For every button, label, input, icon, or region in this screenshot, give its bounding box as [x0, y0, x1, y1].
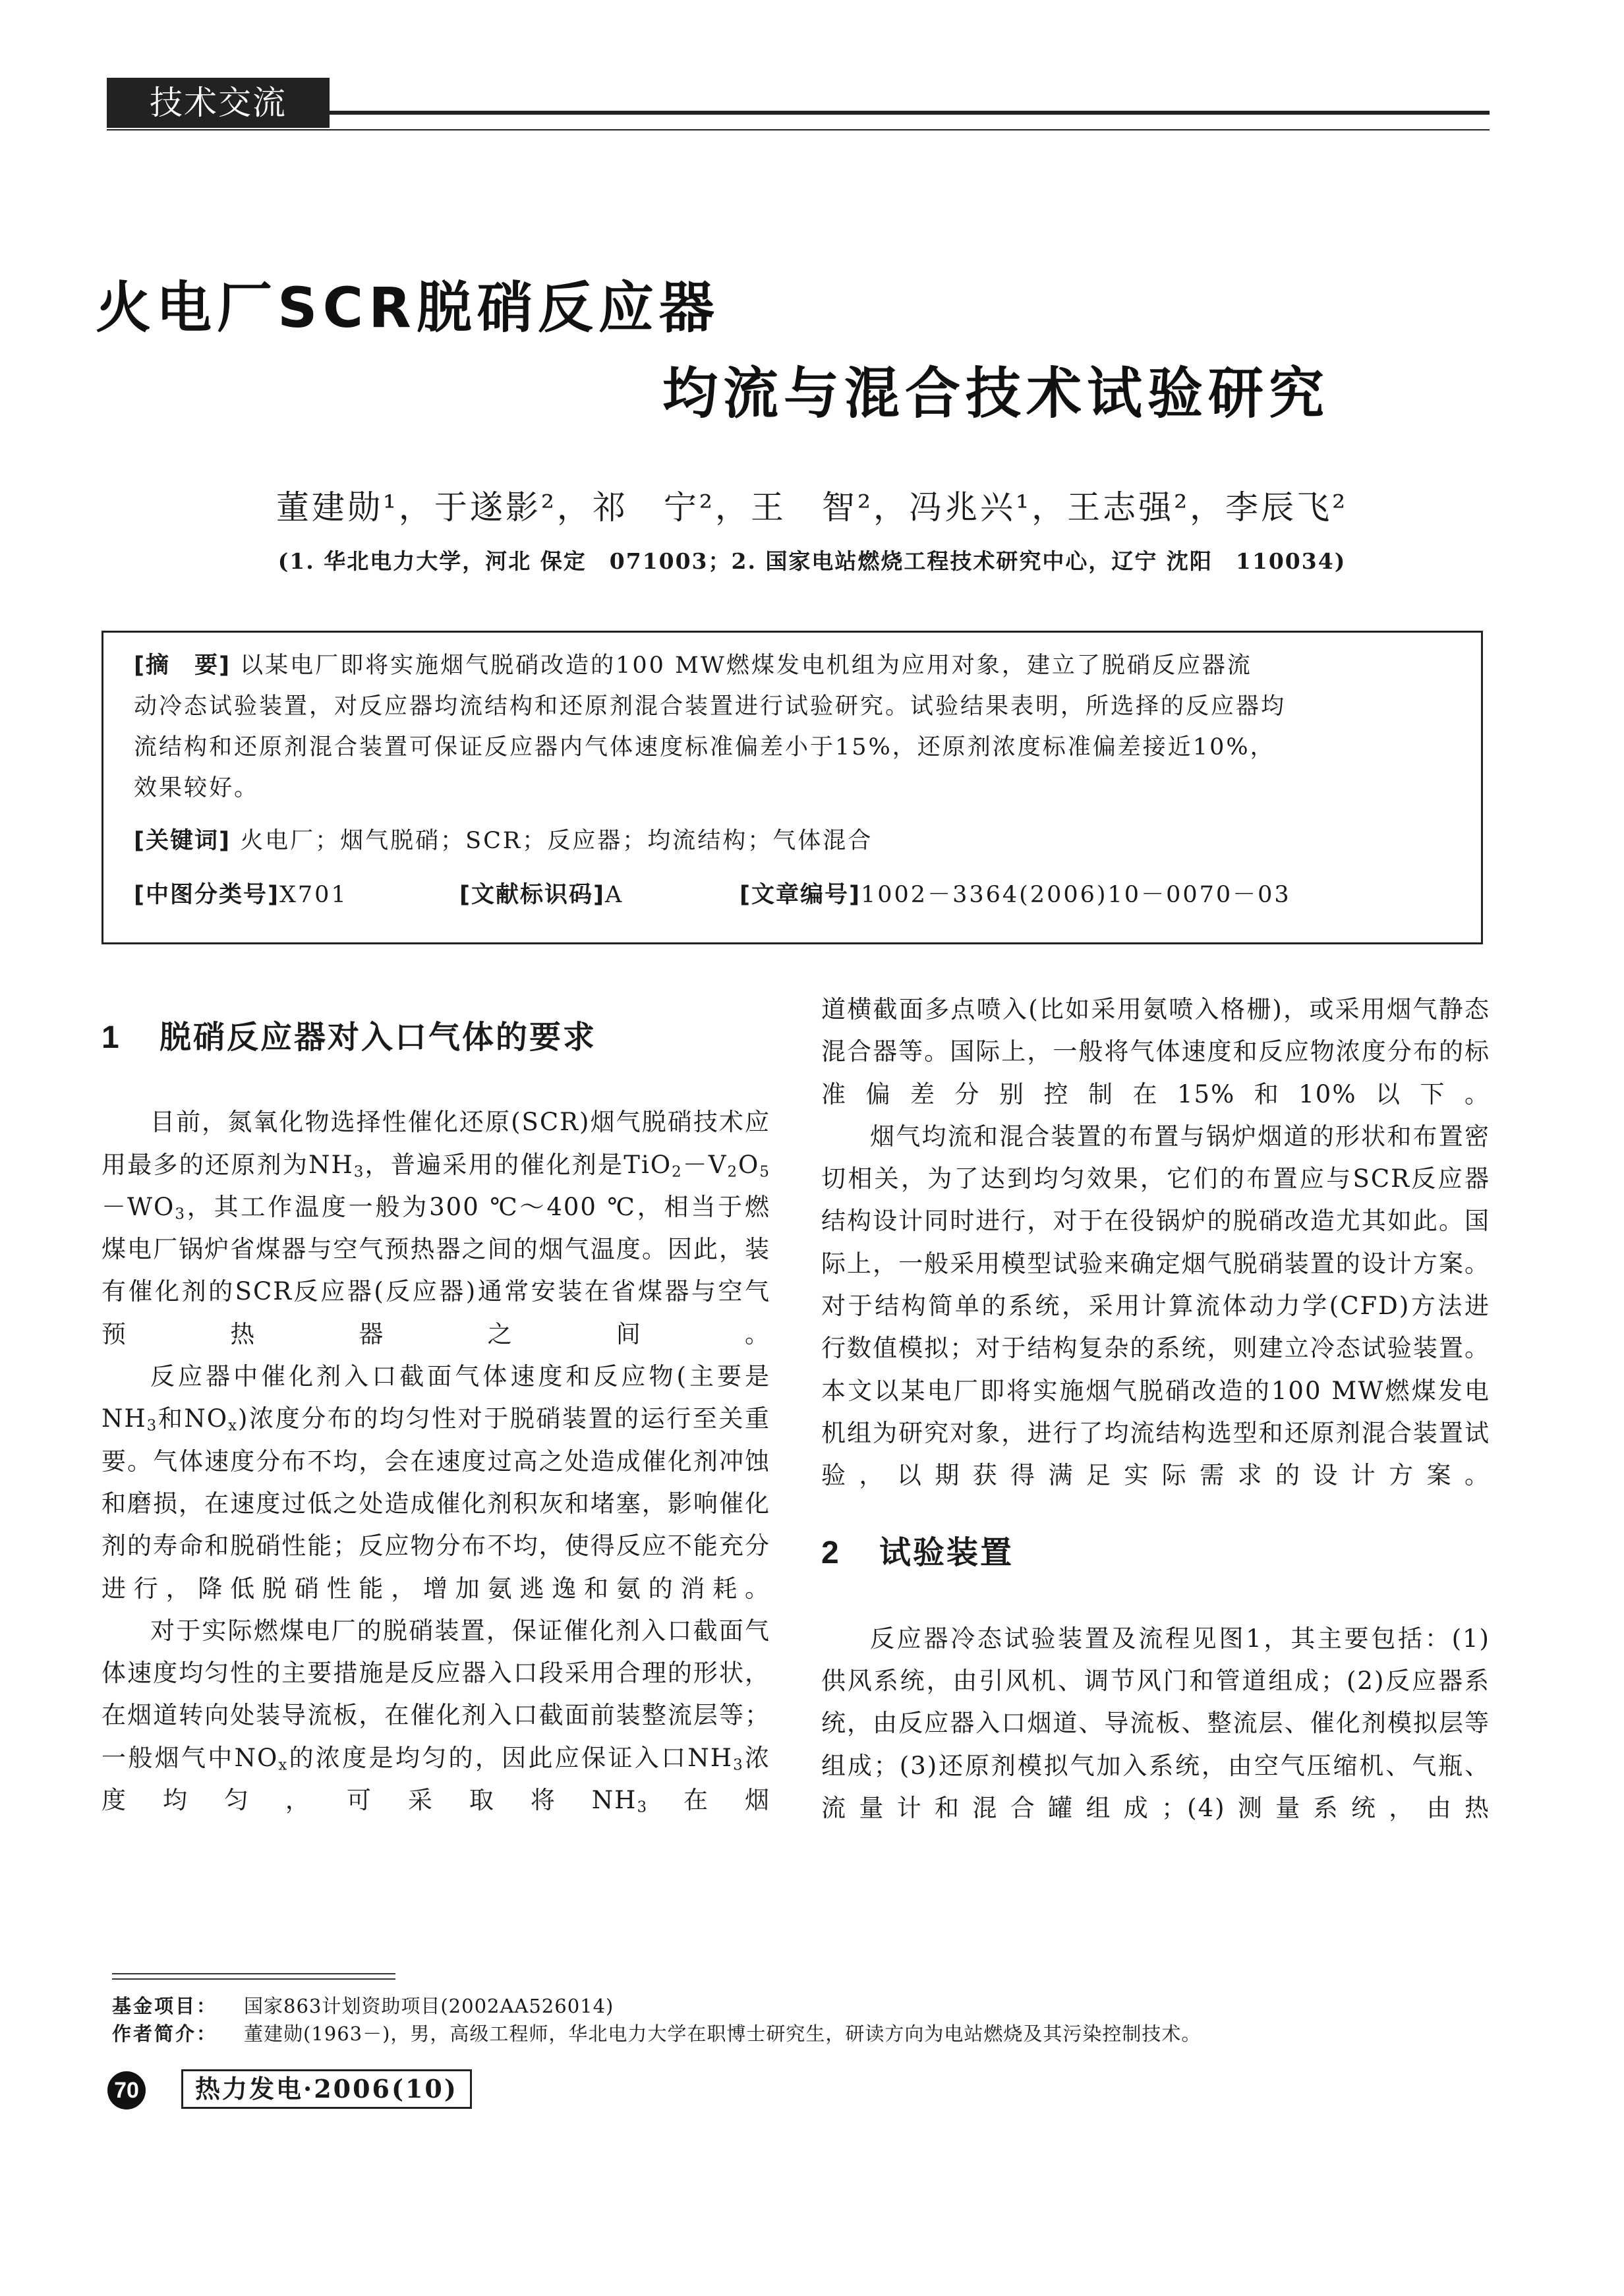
fund-note	[112, 1992, 614, 2019]
footnote-rule	[112, 1973, 395, 1974]
footnote-rule	[112, 1978, 395, 1980]
section-1-heading	[102, 1016, 770, 1059]
section-1-title: 脱硝反应器对入口气体的要求	[160, 1019, 597, 1056]
title-line-1: 火电厂SCR脱硝反应器	[96, 275, 720, 340]
paragraph: 反应器中催化剂入口截面气体速度和反应物(主要是$NH_3$和$NO_x$)浓度分布的均匀性对于脱硝装置的运行至关重要。气体速度分布不均，会在速度过高之处造成催化剂冲蚀和磨损，在速度过低之处造成催化剂积灰和堵塞，影响催化剂的寿命和脱硝性能；反应物分布不均，使得反应不能充分进行，降低脱硝性能，增加氨逃逸和氨的消耗。	[102, 1362, 770, 1603]
section-1-number: 1	[102, 1020, 121, 1055]
paragraph: 对于实际燃煤电厂的脱硝装置，保证催化剂入口截面气体速度均匀性的主要措施是反应器入口段采用合理的形状，在烟道转向处装导流板，在催化剂入口截面前装整流层等；一般烟气中$NO_x$的浓度是均匀的，因此应保证入口$NH_3$浓度均匀，可采取将$NH_3$在烟	[102, 1616, 770, 1816]
abstract-text-1: 以某电厂即将实施烟气脱硝改造的100 MW燃煤发电机组为应用对象，建立了脱硝反应器流	[240, 652, 1252, 679]
author-note-label: 作者简介：	[112, 2023, 218, 2045]
abstract-line-4: 效果较好。	[134, 775, 260, 801]
section-2-number: 2	[821, 1535, 841, 1570]
clc-label: [中图分类号]	[134, 882, 279, 908]
section-2-heading	[821, 1532, 1490, 1574]
paragraph: 反应器冷态试验装置及流程见图1，其主要包括：(1)供风系统，由引风机、调节风门和管道组成；(2)反应器系统，由反应器入口烟道、导流板、整流层、催化剂模拟层等组成；(3)还原剂模拟气加入系统，由空气压缩机、气瓶、流量计和混合罐组成；(4)测量系统，由热	[821, 1624, 1490, 1823]
fund-text: 国家863计划资助项目(2002AA526014)	[244, 1995, 614, 2017]
classification-line	[134, 876, 348, 909]
article-no-label: [文章编号]	[740, 882, 861, 908]
doc-code-value: A	[605, 882, 624, 908]
abstract-line-3: 流结构和还原剂混合装置可保证反应器内气体速度标准偏差小于15%，还原剂浓度标准偏差接近10%，	[134, 734, 1275, 761]
author-note-text: 董建勋(1963－)，男，高级工程师，华北电力大学在职博士研究生，研读方向为电站燃烧及其污染控制技术。	[244, 2023, 1202, 2045]
page-number: 70	[107, 2071, 146, 2109]
right-column	[821, 989, 1490, 1829]
header-rule	[330, 111, 1490, 115]
author-list: 董建勋¹，于遂影²，祁 宁²，王 智²，冯兆兴¹，王志强²，李辰飞²	[276, 488, 1348, 527]
keywords-label: [关键词]	[134, 828, 231, 854]
title-line-2: 均流与混合技术试验研究	[662, 361, 1330, 426]
header-rule-thin	[107, 129, 1490, 130]
paragraph: 道横截面多点喷入(比如采用氨喷入格栅)，或采用烟气静态混合器等。国际上，一般将气体速度和反应物浓度分布的标准偏差分别控制在15%和10%以下。	[821, 995, 1490, 1108]
left-column	[102, 989, 770, 1822]
abstract-line-1	[134, 647, 1252, 680]
fund-label: 基金项目：	[112, 1995, 218, 2017]
author-note	[112, 2019, 1201, 2046]
keywords: 火电厂；烟气脱硝；SCR；反应器；均流结构；气体混合	[240, 828, 873, 854]
doc-code-line	[459, 876, 624, 909]
paragraph: 烟气均流和混合装置的布置与锅炉烟道的形状和布置密切相关，为了达到均匀效果，它们的布置应与SCR反应器结构设计同时进行，对于在役锅炉的脱硝改造尤其如此。国际上，一般采用模型试验来确定烟气脱硝装置的设计方案。对于结构简单的系统，采用计算流体动力学(CFD)方法进行数值模拟；对于结构复杂的系统，则建立冷态试验装置。本文以某电厂即将实施烟气脱硝改造的100 MW燃煤发电机组为研究对象，进行了均流结构选型和还原剂混合装置试验，以期获得满足实际需求的设计方案。	[821, 1122, 1490, 1490]
keywords-line	[134, 822, 873, 855]
affiliations: (1. 华北电力大学，河北 保定 071003；2. 国家电站燃烧工程技术研究中心，辽宁 沈阳 110034)	[277, 548, 1347, 574]
paragraph: 目前，氮氧化物选择性催化还原(SCR)烟气脱硝技术应用最多的还原剂为$NH_3$，普遍采用的催化剂是$TiO_2-V_2O_5-WO_3$，其工作温度一般为300 ℃～400 ℃，相当于燃煤电厂锅炉省煤器与空气预热器之间的烟气温度。因此，装有催化剂的SCR反应器(反应器)通常安装在省煤器与空气预热器之间。	[102, 1108, 770, 1348]
doc-code-label: [文献标识码]	[459, 882, 605, 908]
abstract-label: [摘 要]	[134, 652, 231, 679]
abstract-line-2: 动冷态试验装置，对反应器均流结构和还原剂混合装置进行试验研究。试验结果表明，所选择的反应器均	[134, 693, 1287, 720]
column-tag: 技术交流	[107, 78, 330, 128]
article-no-value: 1002－3364(2006)10－0070－03	[861, 882, 1291, 908]
clc-value: X701	[279, 882, 348, 908]
article-no-line	[740, 876, 1291, 909]
journal-info: 热力发电·2006(10)	[181, 2069, 472, 2109]
section-2-title: 试验装置	[879, 1534, 1014, 1571]
abstract-box	[102, 631, 1483, 944]
